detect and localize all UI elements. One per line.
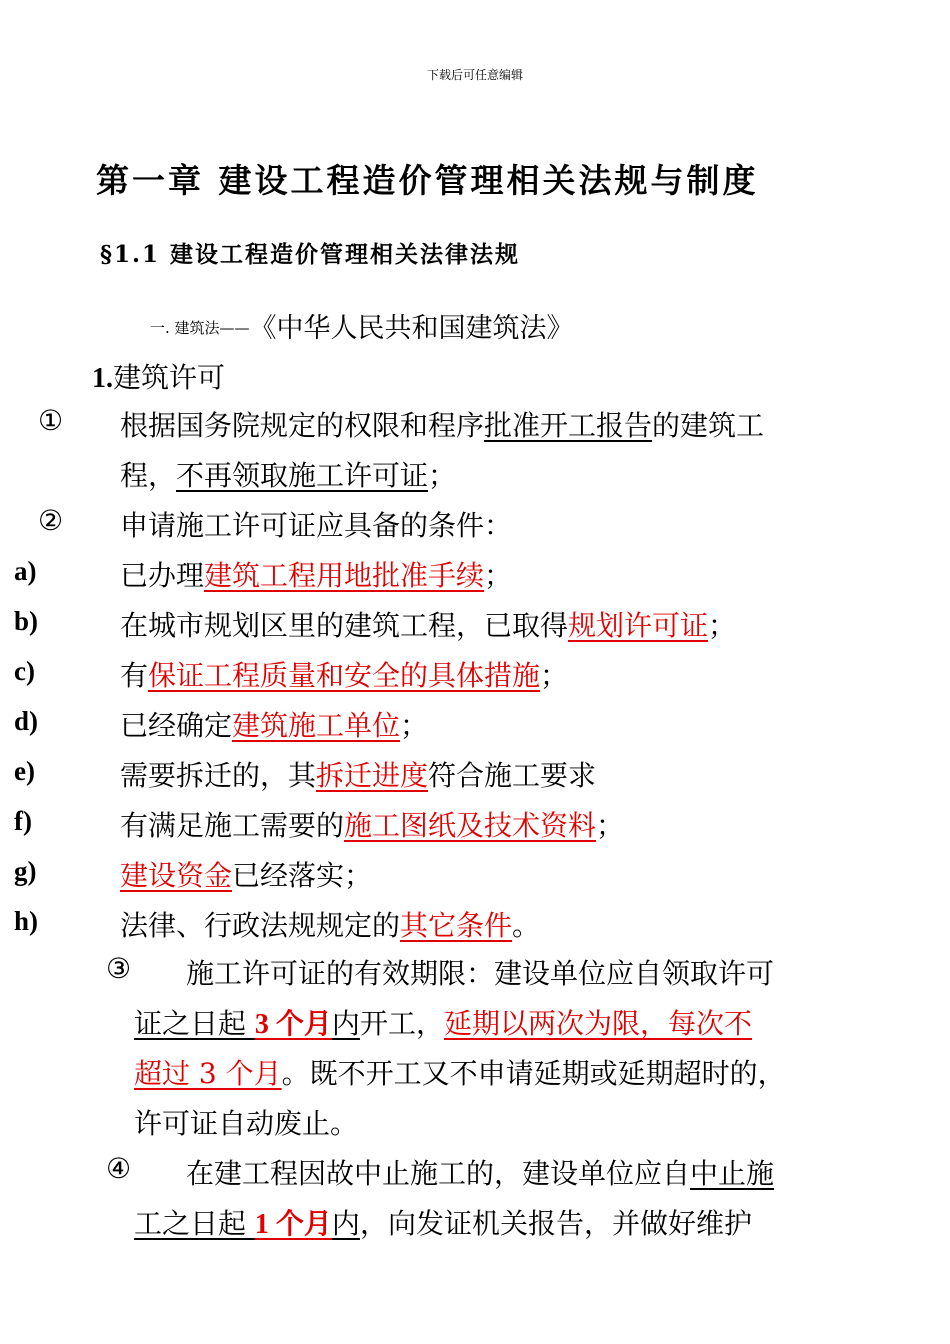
condition-pre: 在城市规划区里的建筑工程，已取得: [120, 609, 569, 642]
item3-text-l2c: 内: [331, 1007, 360, 1040]
condition-red: 保证工程质量和安全的具体措施: [148, 659, 541, 692]
item4-marker: ④: [106, 1152, 132, 1185]
item4-text-l2d: ，向发证机关报告，并做好维护: [359, 1207, 752, 1240]
condition-text: [120, 604, 736, 644]
condition-red: 其它条件: [400, 909, 513, 942]
condition-post: ；: [540, 659, 569, 692]
condition-label: g): [14, 856, 37, 886]
condition-label: d): [14, 706, 39, 736]
item1-marker: ①: [38, 404, 64, 437]
condition-post: ；: [484, 559, 513, 592]
item4-text-l1a: 在建工程因故中止施工的，建设单位应自: [186, 1157, 691, 1190]
subsection-number: 1.: [92, 363, 113, 394]
condition-red: 施工图纸及技术资料: [344, 809, 597, 842]
item3-text-l3b: 。既不开工又不申请延期或延期超时的，: [281, 1057, 786, 1090]
law-heading: [150, 306, 574, 345]
subsection-text: 建筑许可: [113, 361, 226, 394]
item1-text-d: 程，: [120, 459, 177, 492]
condition-pre: 有满足施工需要的: [120, 809, 345, 842]
item1-text-a: 根据国务院规定的权限和程序: [120, 409, 485, 442]
item3-line3: [134, 1052, 786, 1092]
condition-red: 建设资金: [120, 859, 233, 892]
item3-line1: 施工许可证的有效期限：建设单位应自领取许可: [186, 957, 775, 990]
condition-pre: 已经确定: [120, 709, 233, 742]
item4-line2: [134, 1202, 752, 1242]
section-title: §1.1 建设工程造价管理相关法律法规: [100, 241, 521, 268]
item3-text-l2b: 3 个月: [254, 1009, 332, 1040]
item2-text: 申请施工许可证应具备的条件：: [120, 509, 513, 542]
condition-post: ；: [400, 709, 429, 742]
item1-text-c: 的建筑工: [652, 409, 765, 442]
condition-label: e): [14, 756, 35, 786]
item4-text-l2a: 工之日起: [134, 1207, 255, 1240]
chapter-title: 第一章 建设工程造价管理相关法规与制度: [96, 161, 759, 200]
item3-marker: ③: [106, 952, 132, 985]
condition-text: [120, 704, 428, 744]
condition-post: 。: [512, 909, 541, 942]
item4-text-l1b: 中止施: [690, 1157, 775, 1190]
item3-line2: [134, 1002, 752, 1042]
condition-post: 已经落实；: [232, 859, 373, 892]
condition-pre: 法律、行政法规规定的: [120, 909, 401, 942]
item3-text-l2e: 延期以两次为限，每次不: [443, 1007, 752, 1040]
item1-text-b: 批准开工报告: [484, 409, 653, 442]
law-prefix: 一. 建筑法——: [150, 319, 250, 337]
condition-text: [120, 554, 512, 594]
condition-text: [120, 804, 624, 844]
condition-pre: 需要拆迁的，其: [120, 759, 317, 792]
item4-text-l2c: 内: [331, 1207, 360, 1240]
condition-text: [120, 904, 540, 944]
item4-line1: [186, 1152, 774, 1192]
condition-label: h): [14, 906, 39, 936]
item1-text-e: 不再领取施工许可证: [176, 459, 429, 492]
condition-pre: 已办理: [120, 559, 205, 592]
item1-text-f: ；: [428, 459, 457, 492]
condition-text: [120, 754, 596, 794]
item3-text-l2a: 证之日起: [134, 1007, 255, 1040]
condition-label: a): [14, 556, 37, 586]
law-name: 《中华人民共和国建筑法》: [249, 313, 574, 344]
page-header: 下载后可任意编辑: [426, 68, 523, 82]
item1-line2: [120, 454, 456, 494]
condition-pre: 有: [120, 659, 149, 692]
item3-text-l3a: 超过 3 个月: [134, 1057, 282, 1090]
condition-red: 建筑施工单位: [232, 709, 401, 742]
condition-red: 建筑工程用地批准手续: [204, 559, 485, 592]
condition-red: 规划许可证: [568, 609, 709, 642]
item3-text-l2d: 开工，: [359, 1007, 444, 1040]
condition-post: ；: [596, 809, 625, 842]
condition-post: ；: [708, 609, 737, 642]
item2-marker: ②: [38, 504, 64, 537]
condition-red: 拆迁进度: [316, 759, 429, 792]
item3-line4: 许可证自动废止。: [134, 1107, 359, 1140]
condition-label: c): [14, 656, 35, 686]
item4-text-l2b: 1 个月: [254, 1209, 332, 1240]
item1-line1: [120, 404, 764, 444]
condition-text: [120, 854, 372, 894]
condition-post: 符合施工要求: [428, 759, 597, 792]
condition-text: [120, 654, 568, 694]
condition-label: b): [14, 606, 39, 636]
subsection-heading: [92, 356, 225, 396]
condition-label: f): [14, 806, 32, 836]
